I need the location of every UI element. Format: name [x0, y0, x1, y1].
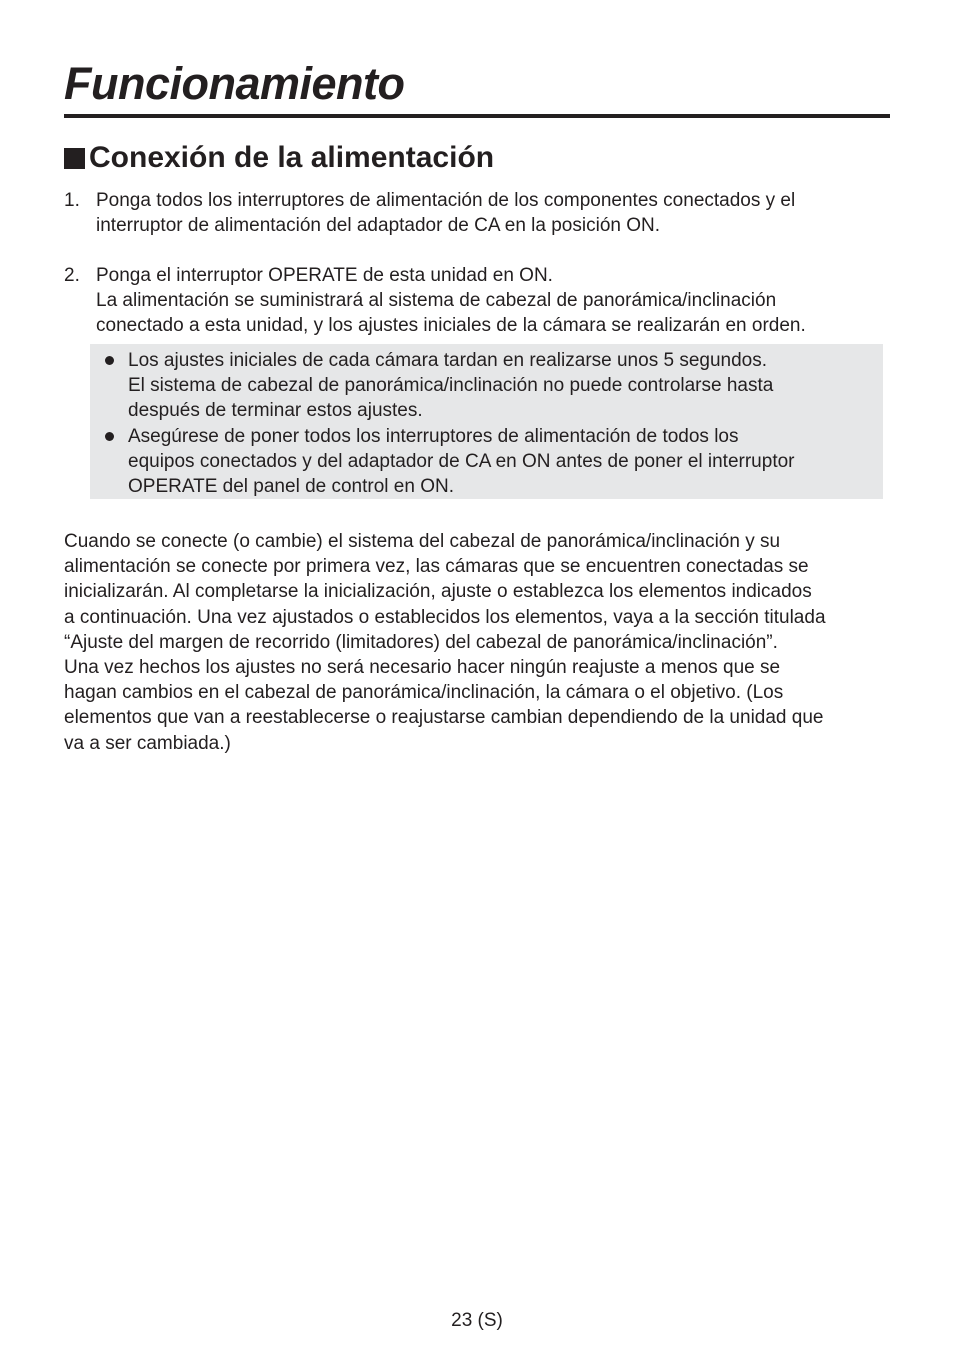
step-text: [96, 263, 890, 339]
note-line: OPERATE del panel de control en ON.: [128, 476, 454, 498]
bullet-icon: [100, 424, 128, 500]
step-line: interruptor de alimentación del adaptador de CA en la posición ON.: [96, 215, 661, 237]
note-text: [128, 424, 795, 500]
step-line: Ponga el interruptor OPERATE de esta unidad en ON.: [96, 265, 553, 286]
step-number: 1.: [64, 190, 80, 211]
paragraph-line: elementos que van a reestablecerse o reajustarse cambian dependiendo de la unidad que: [64, 707, 824, 729]
step-1: [64, 188, 890, 238]
paragraph-line: inicializarán. Al completarse la inicialización, ajuste o establezca los elementos indicados: [64, 581, 812, 603]
step-text: [96, 188, 890, 238]
note-line: equipos conectados y del adaptador de CA en ON antes de poner el interruptor: [128, 450, 795, 472]
paragraph-line: hagan cambios en el cabezal de panorámica/inclinación, la cámara o el objetivo. (Los: [64, 682, 784, 704]
step-line: La alimentación se suministrará al sistema de cabezal de panorámica/inclinación: [96, 290, 777, 312]
body-paragraph: [64, 529, 890, 756]
note-line: después de terminar estos ajustes.: [128, 400, 423, 422]
paragraph-line: alimentación se conecte por primera vez, las cámaras que se encuentren conectadas se: [64, 556, 809, 578]
page-title: Funcionamiento: [64, 58, 405, 109]
paragraph-line: Cuando se conecte (o cambie) el sistema del cabezal de panorámica/inclinación y su: [64, 531, 781, 552]
title-rule: [64, 114, 890, 118]
note-item: [100, 424, 863, 500]
black-square-icon: [64, 148, 85, 169]
step-line: Ponga todos los interruptores de alimentación de los componentes conectados y el: [96, 190, 796, 211]
note-text: [128, 348, 773, 424]
paragraph-line: va a ser cambiada.): [64, 732, 231, 754]
section-heading: [64, 140, 494, 176]
note-line: Asegúrese de poner todos los interruptores de alimentación de todos los: [128, 425, 739, 447]
step-number: 2.: [64, 265, 80, 286]
note-line: El sistema de cabezal de panorámica/inclinación no puede controlarse hasta: [128, 375, 774, 397]
note-box: [90, 344, 883, 499]
paragraph-line: a continuación. Una vez ajustados o establecidos los elementos, vaya a la sección titulada: [64, 606, 826, 628]
step-2: [64, 263, 890, 339]
note-item: [100, 348, 863, 424]
paragraph-line: Una vez hechos los ajustes no será necesario hacer ningún reajuste a menos que se: [64, 657, 781, 679]
section-heading-text: Conexión de la alimentación: [89, 141, 495, 174]
bullet-icon: [100, 348, 128, 424]
paragraph-line: “Ajuste del margen de recorrido (limitadores) del cabezal de panorámica/inclinación”.: [64, 631, 778, 653]
step-line: conectado a esta unidad, y los ajustes iniciales de la cámara se realizarán en orden.: [96, 315, 806, 337]
note-line: Los ajustes iniciales de cada cámara tardan en realizarse unos 5 segundos.: [128, 350, 767, 371]
page-number: 23 (S): [451, 1310, 503, 1331]
